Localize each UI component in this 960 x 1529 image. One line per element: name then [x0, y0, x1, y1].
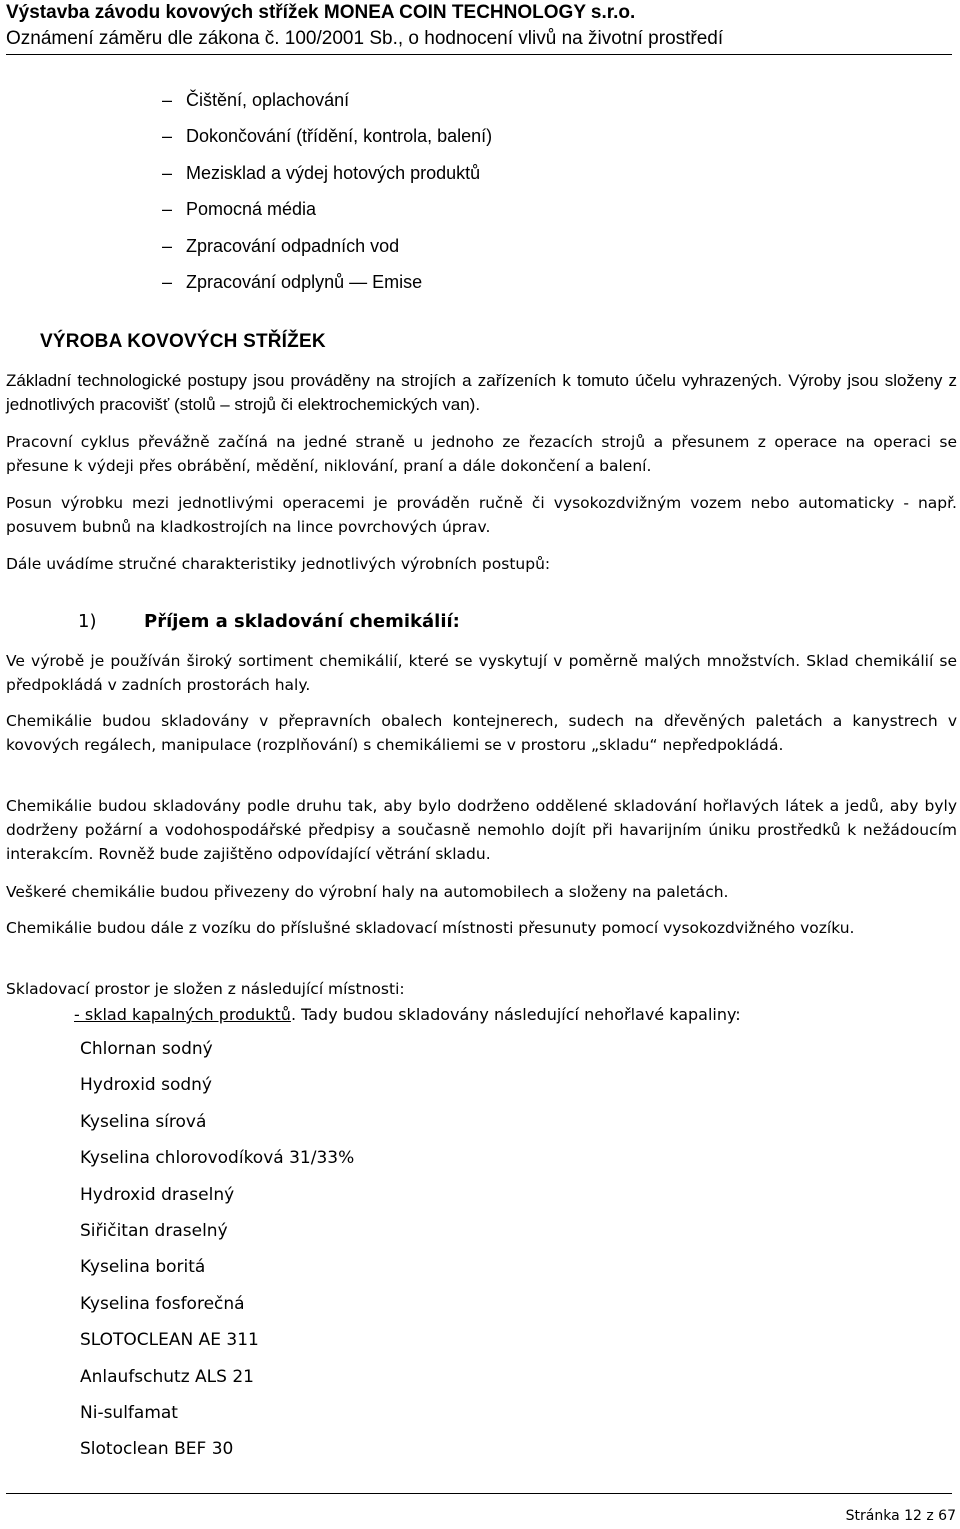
list-item: Kyselina sírová [80, 1111, 207, 1132]
paragraph: Posun výrobku mezi jednotlivými operacemi je prováděn ručně či vysokozdvižným vozem nebo automaticky - např. posuvem bubnů na kladkostrojích na lince povrchových úprav. [6, 494, 957, 536]
storage-line [74, 1005, 741, 1024]
storage-room-name: - sklad kapalných produktů [74, 1005, 291, 1024]
list-item: – Zpracování odplynů — Emise [162, 271, 423, 292]
list-item: Kyselina fosforečná [80, 1293, 245, 1314]
section-title: VÝROBA KOVOVÝCH STŘÍŽEK [40, 331, 326, 352]
paragraph: Pracovní cyklus převážně začíná na jedné straně u jednoho ze řezacích strojů a přesunem z operace na operaci se přesune k výdeji přes obrábění, mědění, niklování, praní a dále dokončení a balení. [6, 433, 957, 475]
list-item: – Mezisklad a výdej hotových produktů [162, 162, 481, 183]
list-item: Hydroxid draselný [80, 1184, 235, 1205]
document-header [6, 0, 723, 50]
list-item: Anlaufschutz ALS 21 [80, 1366, 254, 1387]
list-item: Slotoclean BEF 30 [80, 1439, 234, 1460]
numbered-heading [78, 611, 460, 632]
list-item: – Dokončování (třídění, kontrola, balení) [162, 126, 493, 147]
header-rule [6, 54, 952, 55]
document-subtitle: Oznámení záměru dle zákona č. 100/2001 Sb., o hodnocení vlivů na životní prostředí [6, 28, 724, 49]
paragraph: Chemikálie budou dále z vozíku do příslušné skladovací místnosti přesunuty pomocí vysokozdvižného vozíku. [6, 919, 855, 937]
page-number: Stránka 12 z 67 [845, 1508, 956, 1524]
list-item: Kyselina chlorovodíková 31/33% [80, 1148, 355, 1169]
list-item: Kyselina boritá [80, 1257, 206, 1278]
storage-description: . Tady budou skladovány následující nehořlavé kapaliny: [290, 1005, 741, 1024]
list-item: – Čištění, oplachování [162, 90, 350, 110]
list-item: – Zpracování odpadních vod [162, 235, 400, 256]
paragraph: Ve výrobě je používán široký sortiment chemikálií, které se vyskytují v poměrně malých množstvích. Sklad chemikálií se předpokládá v zadních prostorách haly. [6, 652, 957, 694]
list-item: SLOTOCLEAN AE 311 [80, 1330, 259, 1351]
heading-text: Příjem a skladování chemikálií: [144, 611, 460, 632]
heading-number: 1) [78, 611, 97, 632]
process-list [162, 88, 492, 306]
chemicals-list [80, 1036, 354, 1473]
document-title: Výstavba závodu kovových střížek MONEA COIN TECHNOLOGY s.r.o. [6, 2, 636, 23]
paragraph: Chemikálie budou skladovány podle druhu tak, aby bylo dodrženo oddělené skladování hořlavých látek a jedů, aby byly dodrženy požární a vodohospodářské předpisy a současně nemohlo dojít při havarijním úniku prostředků k nežádoucím interakcím. Rovněž bude zajištěno odpovídající větrání skladu. [6, 797, 957, 863]
list-item: Chlornan sodný [80, 1039, 213, 1059]
list-item: Ni-sulfamat [80, 1402, 178, 1423]
paragraph: Chemikálie budou skladovány v přepravních obalech kontejnerech, sudech na dřevěných paletách a kanystrech v kovových regálech, manipulace (rozplňování) s chemikáliemi se v prostoru „skladu“ nepředpokládá. [6, 712, 957, 754]
paragraph: Skladovací prostor je složen z následující místnosti: [6, 980, 405, 998]
intro-paragraph: Základní technologické postupy jsou prováděny na strojích a zařízeních k tomuto účelu vyhrazených. Výroby jsou složeny z jednotlivých pracovišť (stolů – strojů či elektrochemických van). [6, 371, 957, 414]
footer-rule [6, 1493, 952, 1494]
list-item: – Pomocná média [162, 199, 317, 220]
paragraph: Veškeré chemikálie budou přivezeny do výrobní haly na automobilech a složeny na paletách. [6, 883, 729, 901]
list-item: Siřičitan draselný [80, 1220, 228, 1241]
list-item: Hydroxid sodný [80, 1075, 212, 1096]
paragraph: Dále uvádíme stručné charakteristiky jednotlivých výrobních postupů: [6, 555, 551, 573]
